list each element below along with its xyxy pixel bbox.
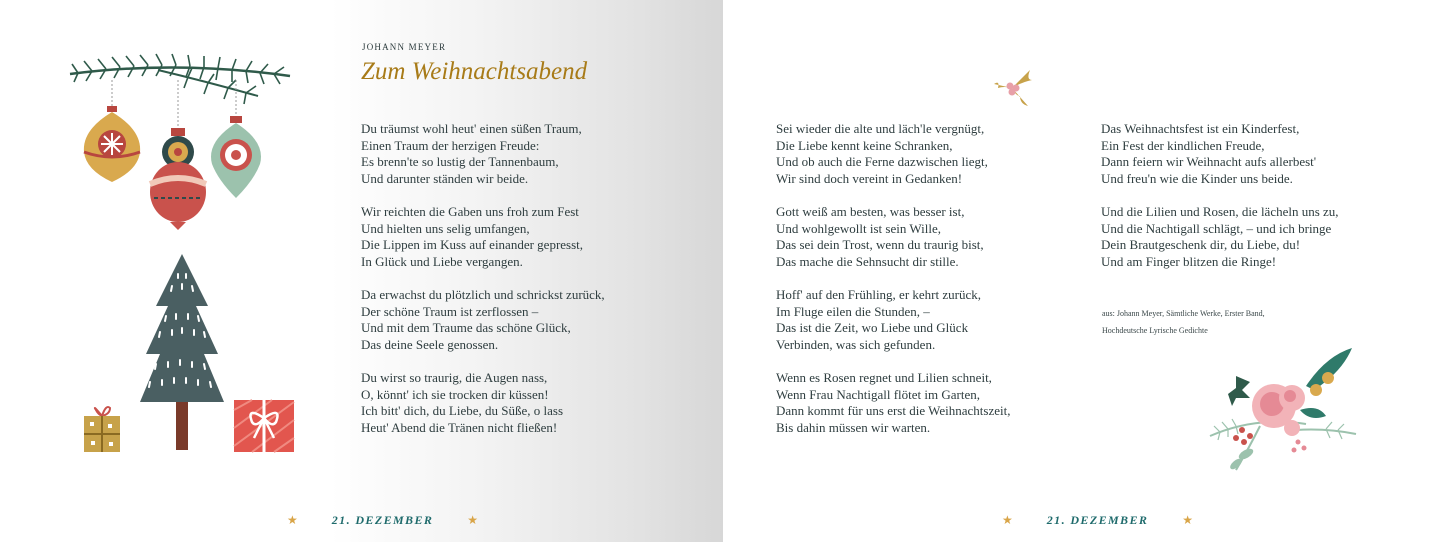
christmas-tree-icon (138, 252, 226, 454)
poem-line: Dann feiern wir Weihnacht aufs allerbest' (1101, 154, 1317, 170)
poem-line: Du träumst wohl heut' einen süßen Traum, (361, 121, 582, 136)
poem-author: JOHANN MEYER (362, 42, 447, 52)
source-line: aus: Johann Meyer, Sämtliche Werke, Erster Band, (1102, 309, 1265, 318)
poem-line: Dein Brautgeschenk dir, du Liebe, du! (1101, 237, 1301, 253)
poem-line: Hoff' auf den Frühling, er kehrt zurück, (776, 287, 981, 302)
poem-line: Und die Nachtigall schlägt, – und ich bringe (1101, 220, 1332, 236)
poem-line: Und darunter ständen wir beide. (361, 170, 529, 186)
poem-line: Und am Finger blitzen die Ringe! (1101, 253, 1277, 269)
poem-line: Das Weihnachtsfest ist ein Kinderfest, (1101, 121, 1300, 136)
poem-line: Du wirst so traurig, die Augen nass, (361, 370, 548, 385)
poem-line: Wir sind doch vereint in Gedanken! (776, 170, 963, 186)
stanza (776, 287, 981, 353)
poem-line: Ein Fest der kindlichen Freude, (1101, 137, 1265, 153)
floral-bouquet-icon (1206, 346, 1360, 474)
poem-line: O, könnt' ich sie trocken dir küssen! (361, 386, 549, 402)
poem-line: Dann kommt für uns erst die Weihnachtszeit, (776, 403, 1011, 419)
poem-line: Bis dahin müssen wir warten. (776, 419, 931, 435)
page-footer-left (287, 511, 478, 529)
stanza (776, 204, 984, 270)
source-citation (1102, 306, 1265, 339)
stanza (361, 370, 563, 436)
source-line: Hochdeutsche Lyrische Gedichte (1102, 325, 1208, 335)
star-icon: ★ (1002, 512, 1013, 527)
poem-line: Und freu'n wie die Kinder uns beide. (1101, 170, 1293, 186)
footer-date: 21. DEZEMBER (331, 512, 434, 527)
poem-line: Im Fluge eilen die Stunden, – (776, 303, 930, 319)
poem-line: Wenn es Rosen regnet und Lilien schneit, (776, 370, 992, 385)
poem-line: Das deine Seele genossen. (361, 336, 499, 352)
page-footer-right (1002, 511, 1193, 529)
poem-title: Zum Weihnachtsabend (361, 58, 588, 85)
poem-line: Und hielten uns selig umfangen, (361, 220, 530, 236)
poem-line: Die Lippen im Kuss auf einander gepresst, (361, 237, 584, 253)
stanza (361, 287, 605, 353)
stanza (776, 370, 1010, 436)
poem-line: Verbinden, was sich gefunden. (776, 336, 936, 352)
poem-line: Und die Lilien und Rosen, die lächeln uns zu, (1101, 204, 1339, 219)
footer-date: 21. DEZEMBER (1046, 512, 1149, 527)
gift-box-small-icon (82, 402, 122, 454)
christmas-ornaments-icon (78, 80, 268, 240)
stanza (361, 204, 583, 270)
poem-line: Gott weiß am besten, was besser ist, (776, 204, 965, 219)
gift-box-large-icon (232, 398, 296, 454)
poem-line: Da erwachst du plötzlich und schrickst zurück, (361, 287, 605, 302)
poem-line: Es brenn'te so lustig der Tannenbaum, (361, 154, 559, 170)
star-icon: ★ (287, 512, 298, 527)
stanza (1101, 121, 1316, 187)
poem-line: Das ist die Zeit, wo Liebe und Glück (776, 320, 969, 336)
stanza (776, 121, 988, 187)
stanza (361, 121, 582, 187)
holly-sprig-icon (990, 66, 1036, 110)
poem-line: Und wohlgewollt ist sein Wille, (776, 220, 941, 236)
poem-line: Und ob auch die Ferne dazwischen liegt, (776, 154, 988, 170)
star-icon: ★ (1182, 512, 1194, 527)
poem-line: Der schöne Traum ist zerflossen – (361, 303, 539, 319)
poem-line: In Glück und Liebe vergangen. (361, 253, 523, 269)
stanza (1101, 204, 1339, 270)
poem-line: Wenn Frau Nachtigall flötet im Garten, (776, 386, 981, 402)
poem-line: Die Liebe kennt keine Schranken, (776, 137, 953, 153)
poem-line: Heut' Abend die Tränen nicht fließen! (361, 419, 558, 435)
poem-line: Sei wieder die alte und läch'le vergnügt, (776, 121, 985, 136)
poem-line: Ich bitt' dich, du Liebe, du Süße, o lass (361, 403, 564, 419)
poem-line: Wir reichten die Gaben uns froh zum Fest (361, 204, 579, 219)
poem-line: Das sei dein Trost, wenn du traurig bist, (776, 237, 984, 253)
poem-line: Das mache die Sehnsucht dir stille. (776, 253, 959, 269)
poem-line: Und mit dem Traume das schöne Glück, (361, 320, 571, 336)
star-icon: ★ (467, 512, 479, 527)
poem-line: Einen Traum der herzigen Freude: (361, 137, 540, 153)
